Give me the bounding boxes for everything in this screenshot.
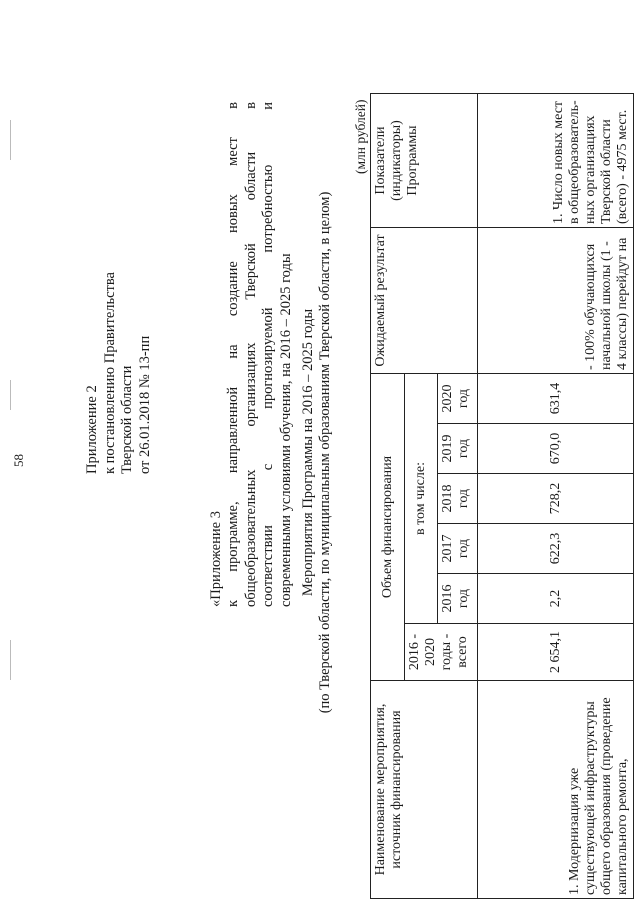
appendix-3-line: соответствии с прогнозируемой потребностью и <box>260 102 276 607</box>
section-subtitle: (по Тверской области, по муниципальным образованиям Тверской области, в целом) <box>317 191 333 714</box>
appendix-2-line: от 26.01.2018 № 13-пп <box>136 335 153 474</box>
appendix-2-line: Тверской области <box>119 365 135 474</box>
header-year: 2017 год <box>438 524 478 574</box>
header-year: 2016 год <box>438 574 478 624</box>
appendix-3-line: современными условиями обучения, на 2016 – 2025 годы <box>277 253 294 607</box>
appendix-3-line: к программе, направленной на создание новых мест в <box>225 102 241 607</box>
section-title: Мероприятия Программы на 2016 – 2025 годы <box>300 308 316 597</box>
header-year: 2020 год <box>438 374 478 424</box>
appendix-3-body <box>225 102 295 607</box>
appendix-3-title: «Приложение 3 <box>208 511 224 607</box>
scan-mark <box>10 640 11 680</box>
scan-mark <box>10 380 11 410</box>
measures-table <box>370 93 634 899</box>
cell-year: 728,2 <box>478 474 634 524</box>
header-name: Наименование мероприятия, источник финансирования <box>371 681 478 899</box>
cell-name: 1. Модернизация уже существующей инфраструктуры общего образования (проведение капитального ремонта, <box>478 681 634 899</box>
units-label: (млн рублей) <box>353 99 368 174</box>
table-header-row <box>371 94 405 899</box>
header-indicators: Показатели (индикаторы) Программы <box>371 94 478 228</box>
header-year: 2019 год <box>438 424 478 474</box>
header-total: 2016 - 2020 годы - всего <box>405 624 478 681</box>
cell-year: 631,4 <box>478 374 634 424</box>
header-result: Ожидаемый результат <box>371 228 478 374</box>
scan-mark <box>10 120 11 160</box>
header-financing: Объем финансирования <box>371 374 405 681</box>
header-including: в том числе: <box>405 374 438 624</box>
cell-indicators: 1. Число новых мест в общеобразователь-ных организациях Тверской области (всего) - 4975 мест. <box>478 94 634 228</box>
appendix-3-line: общеобразовательных организациях Тверской области в <box>242 102 259 607</box>
cell-result: - 100% обучающихся начальной школы (1 - 4 классы) перейдут на <box>478 228 634 374</box>
cell-total: 2 654,1 <box>478 624 634 681</box>
cell-year: 622,3 <box>478 524 634 574</box>
table-row <box>478 94 634 899</box>
cell-year: 2,2 <box>478 574 634 624</box>
appendix-2-line: Приложение 2 <box>84 385 100 474</box>
appendix-2-line: к постановлению Правительства <box>101 272 118 474</box>
header-year: 2018 год <box>438 474 478 524</box>
cell-year: 670,0 <box>478 424 634 474</box>
appendix-2-header <box>84 272 154 474</box>
page-number: 58 <box>11 454 26 467</box>
